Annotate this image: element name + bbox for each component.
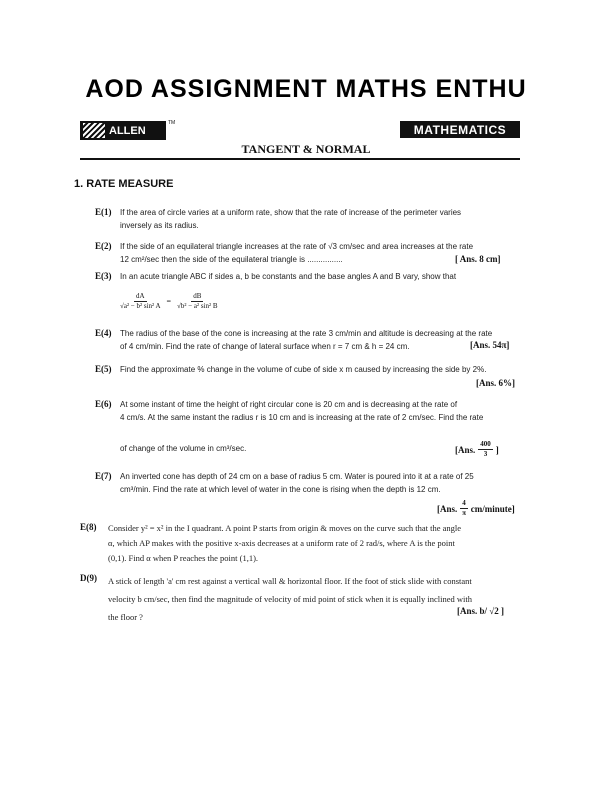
question-line: At some instant of time the height of right circular cone is 20 cm and is decreasing at the rate of xyxy=(120,400,458,409)
answer-fraction: $\frac{400}{3}$ xyxy=(480,440,491,458)
question-line: An inverted cone has depth of 24 cm on a base of radius 5 cm. Water is poured into it at a rate of 25 xyxy=(120,472,474,481)
trademark: TM xyxy=(168,120,176,126)
chapter-title: TANGENT & NORMAL xyxy=(241,142,371,156)
question-text xyxy=(120,270,456,283)
question-text xyxy=(120,327,492,353)
question-line: of change of the volume in cm³/sec. xyxy=(120,444,247,453)
allen-logo xyxy=(80,121,166,140)
question-line: cm³/min. Find the rate at which level of water in the cone is rising when the depth is 12 cm. xyxy=(120,485,441,494)
question-line: A stick of length 'a' cm rest against a vertical wall & horizontal floor. If the foot of stick slide with constant xyxy=(108,576,472,586)
question-number: E(5) xyxy=(95,364,112,374)
question-number: E(7) xyxy=(95,471,112,481)
question-line: the floor ? xyxy=(108,612,143,622)
answer: [ Ans. 8 cm] xyxy=(455,254,501,264)
question-text xyxy=(120,363,486,376)
question-text xyxy=(120,470,474,496)
question-line: Find the approximate % change in the volume of cube of side x m caused by increasing the side by 2%. xyxy=(120,365,487,374)
answer-fraction: $\frac{4}{\pi}$ xyxy=(462,499,466,517)
question-number: E(4) xyxy=(95,328,112,338)
question-line: velocity b cm/sec, then find the magnitude of velocity of mid point of stick when it is equally inclined with xyxy=(108,594,473,604)
question-number: E(2) xyxy=(95,241,112,251)
question-line: 4 cm/s. At the same instant the radius r is 10 cm and is increasing at the rate of 2 cm/sec. Find the rate xyxy=(120,413,484,422)
question-number: E(3) xyxy=(95,271,112,281)
page-title: AOD ASSIGNMENT MATHS ENTHU xyxy=(85,75,527,103)
question-line: Consider y² = x² in the I quadrant. A point P starts from origin & moves on the curve such that the angle xyxy=(108,523,462,533)
question-line: If the side of an equilateral triangle increases at the rate of √3 cm/sec and area increases at the rate xyxy=(120,242,474,251)
question-number: E(1) xyxy=(95,207,112,217)
question-text xyxy=(120,240,473,266)
question-text xyxy=(108,521,461,566)
fraction-right: $\frac{dB}{\text{√b² − a² sin² B}}$ xyxy=(177,292,218,310)
section-heading: 1. RATE MEASURE xyxy=(74,178,174,190)
logo-text: ALLEN xyxy=(109,124,146,137)
question-line: 12 cm²/sec then the side of the equilateral triangle is ................ xyxy=(120,255,343,264)
logo-mark-icon xyxy=(83,123,105,138)
question-line: of 4 cm/min. Find the rate of change of lateral surface when r = 7 cm & h = 24 cm. xyxy=(120,342,410,351)
question-number: E(6) xyxy=(95,399,112,409)
question-line: If the area of circle varies at a uniform rate, show that the rate of increase of the perimeter varies xyxy=(120,208,462,217)
equals-sign: = xyxy=(166,297,172,306)
question-text xyxy=(108,572,472,626)
question-line: (0,1). Find α when P reaches the point (1,1). xyxy=(108,553,259,563)
answer: [Ans. b/ √2 ] xyxy=(457,606,504,616)
formula xyxy=(120,292,218,311)
answer: [Ans. 6%] xyxy=(476,378,516,388)
question-text xyxy=(120,398,483,455)
question-line: In an acute triangle ABC if sides a, b be constants and the base angles A and B vary, show that xyxy=(120,272,457,281)
question-text xyxy=(120,206,461,232)
subject-banner: MATHEMATICS xyxy=(400,121,520,138)
question-line: The radius of the base of the cone is increasing at the rate 3 cm/min and altitude is decreasing at the rate xyxy=(120,329,493,338)
fraction-left: $\frac{dA}{\text{√a² − b² sin² A}}$ xyxy=(120,292,161,310)
question-number: E(8) xyxy=(80,522,97,532)
header-rule xyxy=(80,158,520,160)
question-number: D(9) xyxy=(80,573,97,583)
answer: [Ans. $\frac{4}{\pi}$ cm/minute] xyxy=(437,499,515,517)
answer: [Ans. $\frac{400}{3}$ ] xyxy=(455,440,499,458)
question-line: α, which AP makes with the positive x-axis decreases at a uniform rate of 2 rad/s, where A is the point xyxy=(108,538,455,548)
answer: [Ans. 54π] xyxy=(470,340,510,350)
question-line: inversely as its radius. xyxy=(120,221,199,230)
